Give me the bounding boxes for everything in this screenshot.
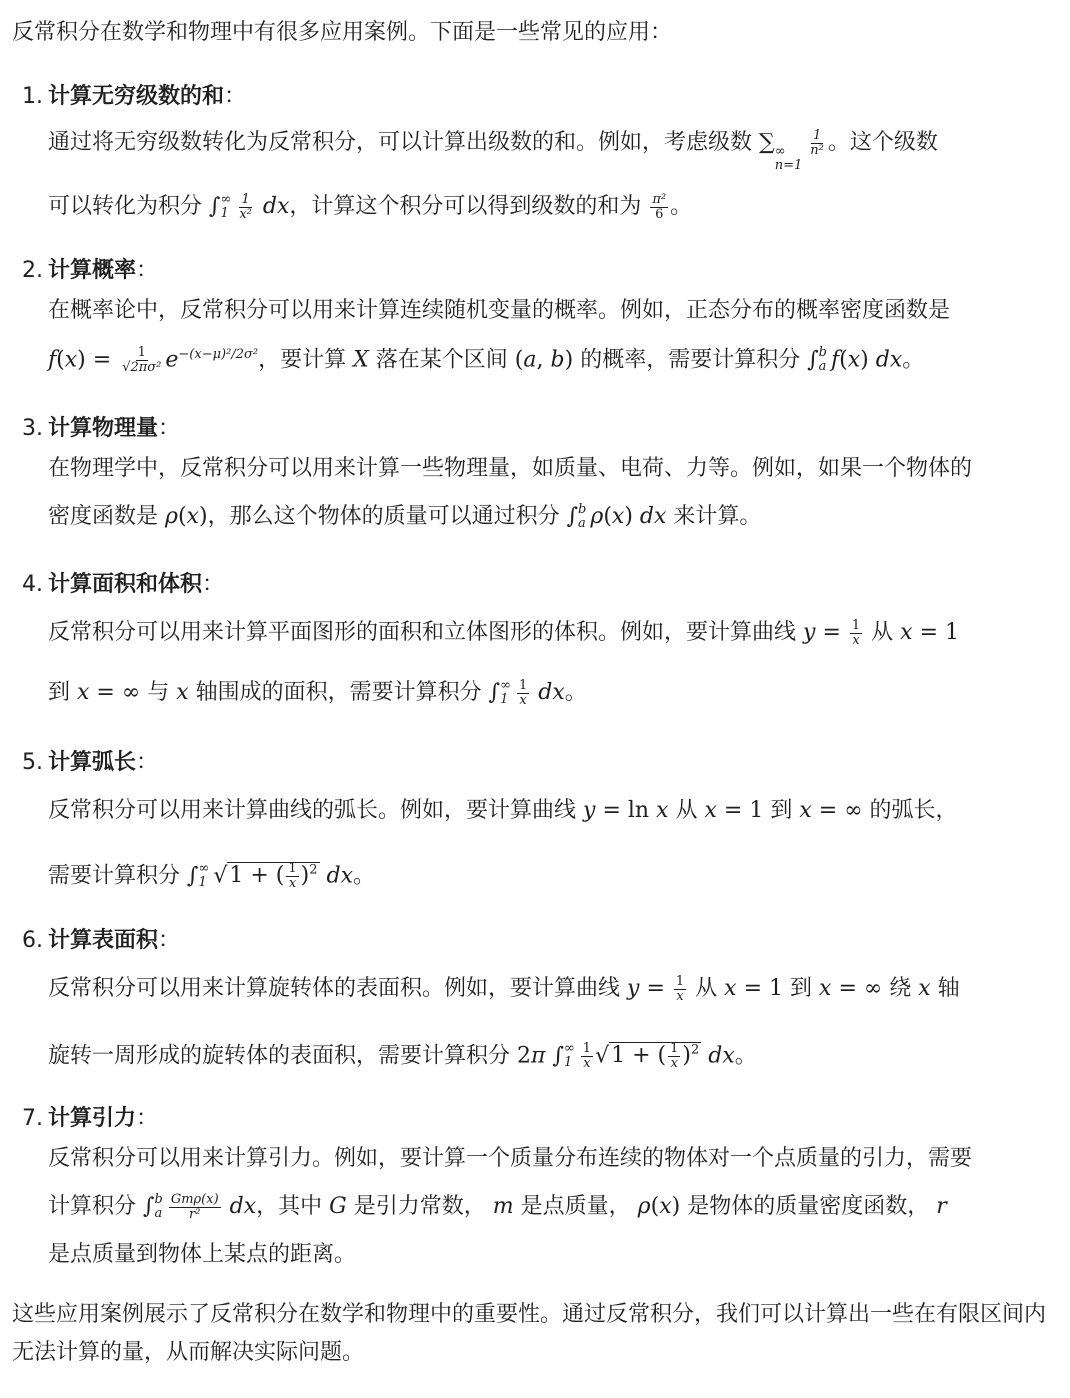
item-colon: ： <box>136 258 159 283</box>
item-text: 到 <box>770 798 793 823</box>
item-text: ，计算这个积分可以得到级数的和为 <box>289 194 642 219</box>
item-text: 反常积分可以用来计算引力。例如，要计算一个质量分布连续的物体对一个点质量的引力，需要 <box>48 1146 973 1171</box>
item-text: 从 <box>675 798 698 823</box>
math-pdf: f <box>48 347 57 373</box>
item-body-line: 需要计算积分 ∫ ∞ 1 √1 + ( $\frac{1}{x}$ )$^2$ dx。 <box>48 860 376 891</box>
item-text: 绕 <box>889 976 912 1001</box>
item-text: 到 <box>790 976 813 1001</box>
item-heading <box>22 924 1058 958</box>
item-title: 计算弧长 <box>48 750 137 775</box>
outro-paragraph: 这些应用案例展示了反常积分在数学和物理中的重要性。通过反常积分，我们可以计算出一些在有限区间内无法计算的量，从而解决实际问题。 <box>12 1302 1047 1365</box>
item-title: 计算无穷级数的和 <box>48 84 225 109</box>
item-text: 反常积分可以用来计算平面图形的面积和立体图形的体积。例如，要计算曲线 <box>48 620 797 645</box>
item-heading <box>22 254 1058 288</box>
item-text: ，要计算 <box>258 347 347 373</box>
item-number: 3. <box>22 416 43 441</box>
item-title: 计算引力 <box>48 1106 137 1131</box>
item-text: 。 <box>902 347 925 373</box>
math-sum: ∑ ∞ n=1 $\frac{1}{\text{n²}}$ <box>759 127 824 173</box>
item-heading <box>22 746 1058 780</box>
item-text: 是引力常数， <box>353 1194 486 1219</box>
item-text: 是点质量到物体上某点的距离。 <box>48 1242 357 1267</box>
item-text: 通过将无穷级数转化为反常积分，可以计算出级数的和。例如，考虑级数 <box>48 130 753 155</box>
item-text: 。 <box>564 680 587 705</box>
item-body-line: 反常积分可以用来计算旋转体的表面积。例如，要计算曲线 y = $\frac{1}{x}$ 从 x = 1 到 x = ∞ 绕 x 轴 <box>48 973 960 1004</box>
item-text: 是物体的质量密度函数， <box>687 1194 930 1219</box>
item-heading <box>22 412 1058 446</box>
item-text: 落在某个区间 <box>375 347 508 373</box>
item-text: 反常积分可以用来计算旋转体的表面积。例如，要计算曲线 <box>48 976 621 1001</box>
item-body-line: 到 x = ∞ 与 x 轴围成的面积，需要计算积分 ∫ ∞ 1 $\frac{1}{x}$ dx。 <box>48 677 587 708</box>
list-item-6 <box>22 924 1058 1071</box>
item-body-line <box>48 126 938 173</box>
item-text: 在概率论中，反常积分可以用来计算连续随机变量的概率。例如，正态分布的概率密度函数是 <box>48 298 951 323</box>
item-body-line: 反常积分可以用来计算平面图形的面积和立体图形的体积。例如，要计算曲线 y = $\frac{1}{x}$ 从 x = 1 <box>48 617 960 648</box>
item-body-line: 密度函数是 ρ(x)，那么这个物体的质量可以通过积分 ∫ b a ρ(x) dx 来计算。 <box>48 502 762 531</box>
list-item-7 <box>22 1102 1058 1267</box>
item-text: 旋转一周形成的旋转体的表面积，需要计算积分 <box>48 1043 511 1069</box>
list-item-3 <box>22 412 1058 531</box>
item-text: 轴 <box>937 976 960 1001</box>
item-colon: ： <box>224 84 247 109</box>
item-colon: ： <box>158 928 181 953</box>
item-text: 可以转化为积分 <box>48 194 203 219</box>
item-colon: ： <box>136 1106 159 1131</box>
item-body-line: 可以转化为积分 ∫ ∞ 1 $\frac{1}{\text{x²}}$ dx，计算这个积分可以得到级数的和为 $\frac{\text{π²}}{6}$ 。 <box>48 191 693 222</box>
item-text: 的概率，需要计算积分 <box>580 347 801 373</box>
item-number: 5. <box>22 750 43 775</box>
item-body-line <box>48 452 972 486</box>
math-integral: ∫ <box>209 194 221 219</box>
item-number: 2. <box>22 258 43 283</box>
item-text: 从 <box>871 620 894 645</box>
item-title: 计算物理量 <box>48 416 159 441</box>
item-heading <box>22 80 1058 114</box>
item-number: 6. <box>22 928 43 953</box>
list-item-5 <box>22 746 1058 891</box>
item-text: 需要计算积分 <box>48 863 181 889</box>
list-item-1 <box>22 80 1058 222</box>
item-text: 从 <box>695 976 718 1001</box>
item-body-line <box>48 294 950 328</box>
item-text: 密度函数是 <box>48 504 159 529</box>
item-heading <box>22 568 1058 602</box>
item-text: ，那么这个物体的质量可以通过积分 <box>207 504 560 529</box>
item-text: 来计算。 <box>673 504 762 529</box>
item-body-line <box>48 1142 972 1176</box>
item-text: 与 <box>147 680 170 705</box>
item-body-line <box>48 1238 356 1272</box>
item-text: 的弧长， <box>869 798 958 823</box>
item-text: 轴围成的面积，需要计算积分 <box>195 680 482 705</box>
math-fraction: $\frac{\text{π²}}{6}$ <box>652 191 667 222</box>
item-text: 计算积分 <box>48 1194 137 1219</box>
item-number: 4. <box>22 572 43 597</box>
item-body-line: 计算积分 ∫ b a $\frac{\text{Gmρ(x)}}{\text{r²}}$ dx，其中 G 是引力常数， m 是点质量， ρ(x) 是物体的质量密度函数， r <box>48 1191 947 1222</box>
item-title: 计算概率 <box>48 258 137 283</box>
item-colon: ： <box>136 750 159 775</box>
item-text: 。 <box>734 1043 757 1069</box>
item-text: 。这个级数 <box>827 130 938 155</box>
item-heading <box>22 1102 1058 1136</box>
item-colon: ： <box>202 572 225 597</box>
item-body-line: 旋转一周形成的旋转体的表面积，需要计算积分 2π ∫ ∞ 1 $\frac{1}{x}$ √1 + ( $\frac{1}{x}$ )$^2$ dx。 <box>48 1040 757 1071</box>
item-text: 反常积分可以用来计算曲线的弧长。例如，要计算曲线 <box>48 798 577 823</box>
item-body-line: f(x) = $\frac{1}{\text{√2πσ²}}$ $e^{-(x-\mu)^2/2\sigma^2}$，要计算 X 落在某个区间 (a, b) 的概率，需要计算积分 ∫ b a f(x) dx。 <box>48 344 925 375</box>
item-text: 是点质量， <box>520 1194 631 1219</box>
item-title: 计算面积和体积 <box>48 572 203 597</box>
item-text: 。 <box>670 194 693 219</box>
item-text: 。 <box>353 863 376 889</box>
item-title: 计算表面积 <box>48 928 159 953</box>
item-text: ，其中 <box>256 1194 323 1219</box>
item-number: 1. <box>22 84 43 109</box>
list-item-4 <box>22 568 1058 708</box>
item-text: 到 <box>48 680 71 705</box>
item-body-line: 反常积分可以用来计算曲线的弧长。例如，要计算曲线 y = ln x 从 x = 1 到 x = ∞ 的弧长， <box>48 798 958 823</box>
item-text: 在物理学中，反常积分可以用来计算一些物理量，如质量、电荷、力等。例如，如果一个物体的 <box>48 456 973 481</box>
intro-paragraph: 反常积分在数学和物理中有很多应用案例。下面是一些常见的应用： <box>12 20 673 45</box>
list-item-2 <box>22 254 1058 375</box>
item-number: 7. <box>22 1106 43 1131</box>
item-colon: ： <box>158 416 181 441</box>
